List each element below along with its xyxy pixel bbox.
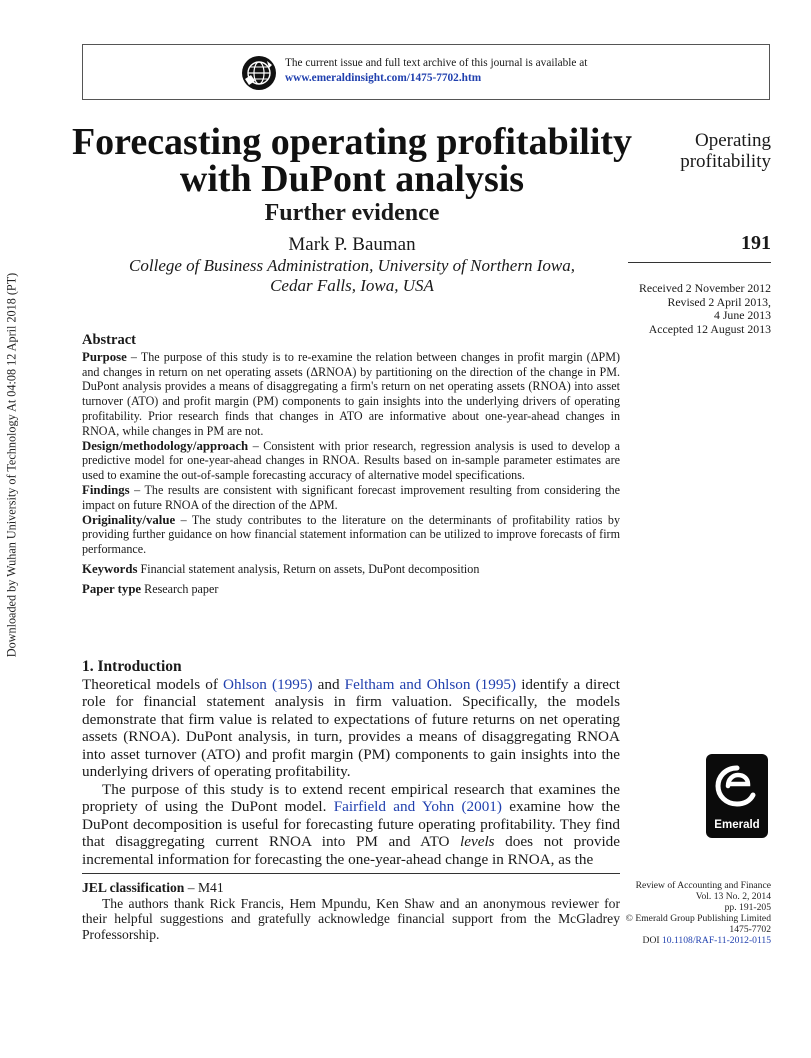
- intro-text: Theoretical models of: [82, 675, 224, 693]
- journal-url-link[interactable]: www.emeraldinsight.com/1475-7702.htm: [285, 72, 482, 84]
- accepted-date: Accepted 12 August 2013: [648, 321, 771, 336]
- acknowledgement: The authors thank Rick Francis, Hem Mpundu, Ken Shaw and an anonymous reviewer for their helpful suggestions and gratefully acknowledge financial support from the McGladrey Professorship.: [82, 895, 620, 942]
- intro-text: The purpose of this study is to extend recent empirical research that examines the propriety of using the DuPont model.: [82, 780, 620, 815]
- papertype-text: Research paper: [141, 581, 219, 596]
- jel-label: JEL classification: [82, 880, 185, 895]
- author-affiliation: [62, 256, 642, 296]
- author-name: Mark P. Bauman: [288, 234, 416, 255]
- findings-text: – The results are consistent with significant forecast improvement resulting from considering the impact on future RNOA of the direction of the ΔPM.: [82, 482, 620, 512]
- citation-link[interactable]: Fairfield and Yohn (2001): [333, 798, 502, 815]
- journal-archive-banner: [82, 44, 770, 100]
- revised-date-2: 4 June 2013: [713, 308, 771, 323]
- abstract-design: [82, 439, 620, 483]
- banner-line: The current issue and full text archive of this journal is available at: [285, 57, 588, 69]
- keywords-text: Financial statement analysis, Return on assets, DuPont decomposition: [137, 561, 480, 576]
- globe-icon: [241, 55, 277, 91]
- received-date: Received 2 November 2012: [638, 281, 771, 295]
- margin-divider: [628, 262, 771, 263]
- abstract-paper-type: [82, 582, 620, 597]
- journal-volume: Vol. 13 No. 2, 2014: [695, 891, 771, 902]
- revised-date-1: Revised 2 April 2013,: [667, 294, 771, 309]
- logo-word: Emerald: [714, 819, 760, 831]
- design-label: Design/methodology/approach: [82, 438, 249, 453]
- running-head-line-2: profitability: [680, 151, 771, 172]
- journal-publisher: © Emerald Group Publishing Limited: [625, 913, 771, 924]
- jel-classification: [82, 880, 620, 896]
- abstract-heading: Abstract: [82, 332, 136, 348]
- keywords-label: Keywords: [82, 561, 138, 576]
- intro-emphasis: levels: [460, 833, 495, 850]
- journal-name: Review of Accounting and Finance: [635, 880, 771, 891]
- introduction-section: [82, 658, 620, 868]
- history-dates: [610, 282, 771, 336]
- abstract-purpose: [82, 350, 620, 439]
- journal-issn: 1475-7702: [729, 924, 771, 935]
- papertype-label: Paper type: [82, 581, 142, 596]
- banner-text: [285, 56, 587, 86]
- footnote-divider: [82, 873, 620, 874]
- running-head: [630, 130, 771, 172]
- design-text: – Consistent with prior research, regression analysis is used to develop a predictive model for one-year-ahead changes in RNOA. Results based on in-sample parameter estimates are used to examine the out-of-sample forecasting accuracy of alternative model specifications.: [82, 438, 620, 483]
- journal-pages: pp. 191-205: [724, 902, 771, 913]
- intro-text: identify a direct role for financial statement analysis in firm valuation. Specifically, the models demonstrate that firm value is related to expectations of future returns on net operating assets (RNOA). DuPont analysis, in turn, provides a means of disaggregating RNOA into asset turnover (ATO) and profit margin (PM) components to gain insights into the underlying drivers of operating profitability.: [82, 675, 620, 780]
- abstract-section: [82, 333, 620, 597]
- abstract-findings: [82, 483, 620, 513]
- article-subtitle: Further evidence: [264, 200, 440, 226]
- page-number: 191: [741, 232, 771, 254]
- journal-doi: [600, 935, 771, 946]
- running-head-line-1: Operating: [695, 130, 771, 151]
- doi-link[interactable]: 10.1108/RAF-11-2012-0115: [662, 935, 771, 946]
- article-title: [62, 121, 642, 200]
- citation-link[interactable]: Ohlson (1995): [223, 675, 313, 693]
- intro-text: does not provide incremental information for forecasting the one-year-ahead change in RNOA, as the: [82, 833, 620, 868]
- intro-paragraph-1: [82, 676, 620, 781]
- intro-paragraph-2: [82, 781, 620, 869]
- title-line-2: with DuPont analysis: [179, 158, 525, 200]
- originality-text: – The study contributes to the literature on the determinants of profitability ratios by providing further guidance on how financial statement information can be utilized to improve forecasts of firm performance.: [82, 512, 620, 557]
- affiliation-line-1: College of Business Administration, University of Northern Iowa,: [129, 256, 575, 275]
- footnote-section: [82, 880, 620, 942]
- intro-text: and: [312, 675, 345, 693]
- affiliation-line-2: Cedar Falls, Iowa, USA: [270, 276, 434, 295]
- abstract-originality: [82, 513, 620, 557]
- emerald-logo: [706, 754, 768, 838]
- title-line-1: Forecasting operating profitability: [71, 121, 633, 163]
- purpose-text: – The purpose of this study is to re-examine the relation between changes in profit margin (ΔPM) and changes in return on net operating assets (ΔRNOA) by partitioning on the direction of the change in PM. DuPont analysis provides a means of disaggregating a firm's return on net operating assets (RNOA) into asset turnover (ATO) and profit margin (PM) components to gain insights into the underlying drivers of operating profitability. Prior research finds that changes in ATO are informative about one-year-ahead changes in RNOA, while changes in PM are not.: [82, 349, 620, 438]
- download-note: Downloaded by Wuhan University of Technology At 04:08 12 April 2018 (PT): [4, 272, 19, 658]
- purpose-label: Purpose: [82, 349, 127, 364]
- abstract-keywords: [82, 562, 620, 577]
- originality-label: Originality/value: [82, 512, 176, 527]
- emerald-e-icon: [706, 756, 768, 818]
- doi-label: DOI: [642, 935, 662, 946]
- journal-info: [600, 880, 771, 946]
- download-watermark: [4, 205, 20, 725]
- intro-text: examine how the DuPont decomposition is useful for forecasting future operating profitability. They find that disaggregating current RNOA into PM and ATO: [82, 798, 620, 850]
- intro-heading: 1. Introduction: [82, 658, 182, 675]
- findings-label: Findings: [82, 482, 130, 497]
- citation-link[interactable]: Feltham and Ohlson (1995): [344, 675, 517, 693]
- jel-text: – M41: [184, 880, 224, 895]
